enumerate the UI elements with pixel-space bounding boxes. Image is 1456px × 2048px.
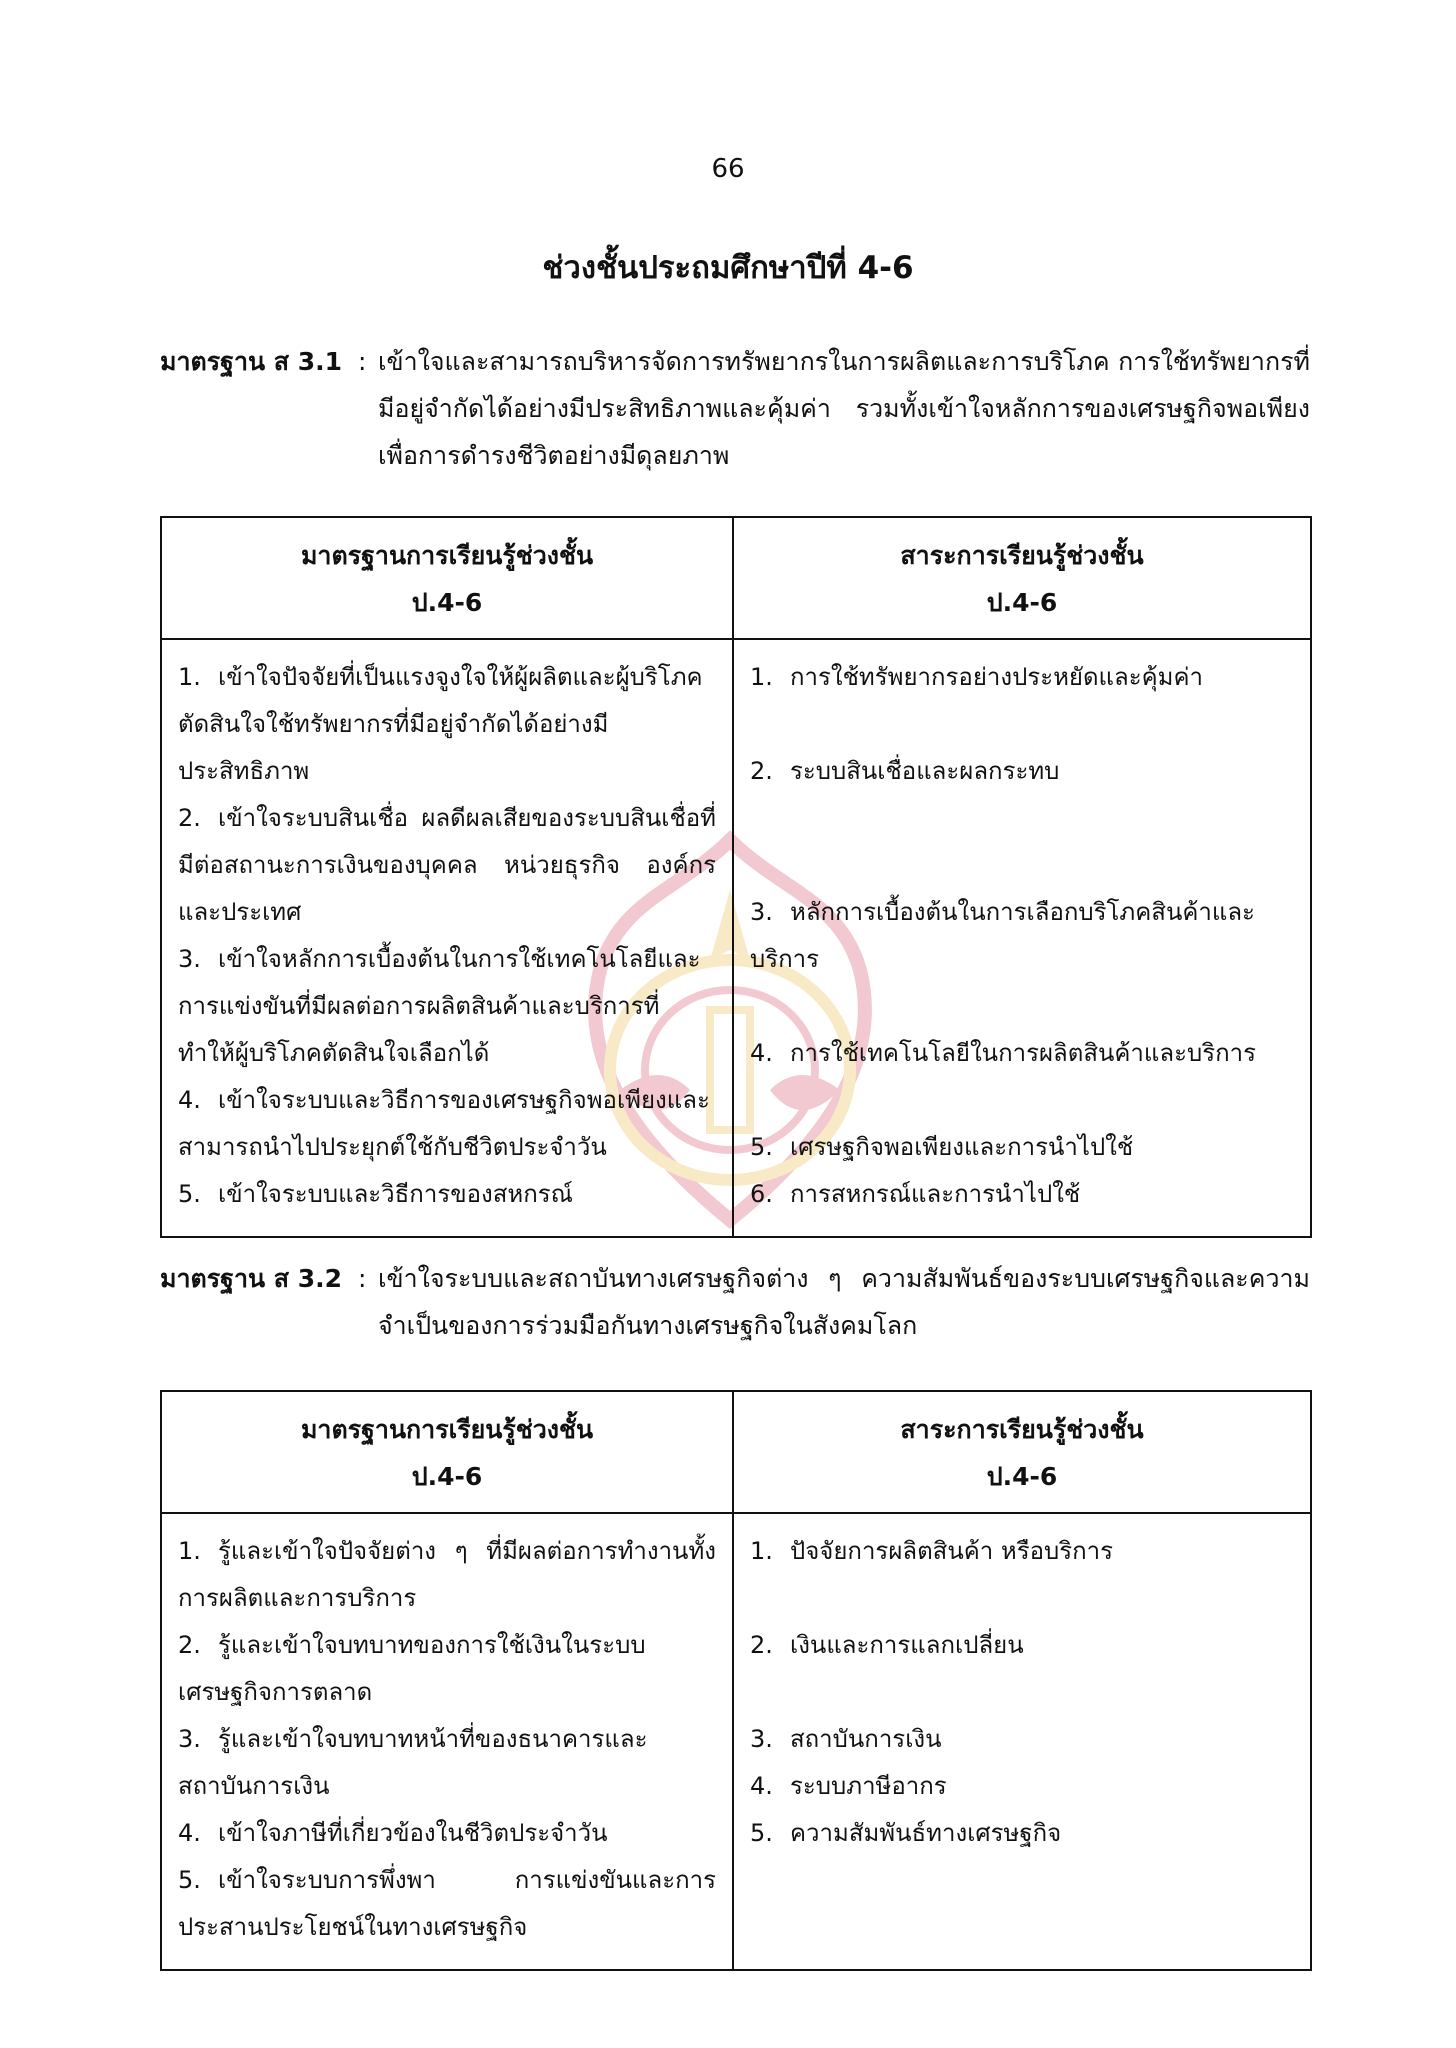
list-item: 5. ความสัมพันธ์ทางเศรษฐกิจ: [750, 1819, 1062, 1847]
list-item: 5. เข้าใจระบบการพึ่งพา การแข่งขันและการประสานประโยชน์ในทางเศรษฐกิจ: [178, 1866, 716, 1941]
standard-3-2: [160, 1255, 1310, 1349]
list-item: 1. เข้าใจปัจจัยที่เป็นแรงจูงใจให้ผู้ผลิตและผู้บริโภคตัดสินใจใช้ทรัพยากรที่มีอยู่จำกัดได้อย่างมีประสิทธิภาพ: [178, 663, 703, 785]
list-item: 4. เข้าใจระบบและวิธีการของเศรษฐกิจพอเพียงและสามารถนำไปประยุกต์ใช้กับชีวิตประจำวัน: [178, 1086, 710, 1161]
list-item: 2. ระบบสินเชื่อและผลกระทบ: [750, 757, 1060, 785]
standard-3-1: [160, 338, 1310, 479]
list-item: 3. หลักการเบื้องต้นในการเลือกบริโภคสินค้าและบริการ: [750, 898, 1255, 973]
list-item: 3. เข้าใจหลักการเบื้องต้นในการใช้เทคโนโลยีและการแข่งขันที่มีผลต่อการผลิตสินค้าและบริการที่ทำให้ผู้บริโภคตัดสินใจเลือกได้: [178, 945, 701, 1067]
list-item: 6. การสหกรณ์และการนำไปใช้: [750, 1180, 1081, 1208]
standard-table-1: [160, 516, 1312, 1238]
list-item: 2. รู้และเข้าใจบทบาทของการใช้เงินในระบบเศรษฐกิจการตลาด: [178, 1631, 646, 1706]
standard-colon: :: [358, 347, 367, 376]
learning-content-cell: [733, 639, 1311, 1237]
page-title: ช่วงชั้นประถมศึกษาปีที่ 4-6: [542, 250, 914, 286]
list-item: 1. ปัจจัยการผลิตสินค้า หรือบริการ: [750, 1537, 1114, 1565]
list-item: 2. เข้าใจระบบสินเชื่อ ผลดีผลเสียของระบบสินเชื่อที่มีต่อสถานะการเงินของบุคคล หน่วยธุรกิจ องค์กร และประเทศ: [178, 804, 716, 926]
standard-label: มาตรฐาน ส 3.1: [160, 347, 343, 376]
standard-text: เข้าใจและสามารถบริหารจัดการทรัพยากรในการผลิตและการบริโภค การใช้ทรัพยากรที่มีอยู่จำกัดได้อย่างมีประสิทธิภาพและคุ้มค่า รวมทั้งเข้าใจหลักการของเศรษฐกิจพอเพียง เพื่อการดำรงชีวิตอย่างมีดุลยภาพ: [378, 347, 1310, 470]
list-item: 5. เข้าใจระบบและวิธีการของสหกรณ์: [178, 1180, 573, 1208]
list-item: 4. เข้าใจภาษีที่เกี่ยวข้องในชีวิตประจำวัน: [178, 1819, 608, 1847]
learning-standards-cell: [161, 639, 733, 1237]
header-learning-content: สาระการเรียนรู้ช่วงชั้น ป.4-6: [733, 1391, 1311, 1513]
list-item: 3. สถาบันการเงิน: [750, 1725, 942, 1753]
header-learning-content: สาระการเรียนรู้ช่วงชั้น ป.4-6: [733, 517, 1311, 639]
list-item: 5. เศรษฐกิจพอเพียงและการนำไปใช้: [750, 1133, 1134, 1161]
list-item: 4. ระบบภาษีอากร: [750, 1772, 947, 1800]
standard-label: มาตรฐาน ส 3.2: [160, 1264, 343, 1293]
standard-text: เข้าใจระบบและสถาบันทางเศรษฐกิจต่าง ๆ ความสัมพันธ์ของระบบเศรษฐกิจและความจำเป็นของการร่วมมือกันทางเศรษฐกิจในสังคมโลก: [378, 1264, 1310, 1340]
list-item: 4. การใช้เทคโนโลยีในการผลิตสินค้าและบริการ: [750, 1039, 1256, 1067]
header-learning-standards: มาตรฐานการเรียนรู้ช่วงชั้น ป.4-6: [161, 517, 733, 639]
list-item: 2. เงินและการแลกเปลี่ยน: [750, 1631, 1024, 1659]
learning-standards-cell: [161, 1513, 733, 1970]
standard-colon: :: [358, 1264, 367, 1293]
header-learning-standards: มาตรฐานการเรียนรู้ช่วงชั้น ป.4-6: [161, 1391, 733, 1513]
list-item: 1. รู้และเข้าใจปัจจัยต่าง ๆ ที่มีผลต่อการทำงานทั้งการผลิตและการบริการ: [178, 1537, 716, 1612]
list-item: 1. การใช้ทรัพยากรอย่างประหยัดและคุ้มค่า: [750, 663, 1204, 691]
standard-table-2: [160, 1390, 1312, 1971]
list-item: 3. รู้และเข้าใจบทบาทหน้าที่ของธนาคารและสถาบันการเงิน: [178, 1725, 648, 1800]
page-number: 66: [711, 154, 745, 184]
learning-content-cell: [733, 1513, 1311, 1970]
